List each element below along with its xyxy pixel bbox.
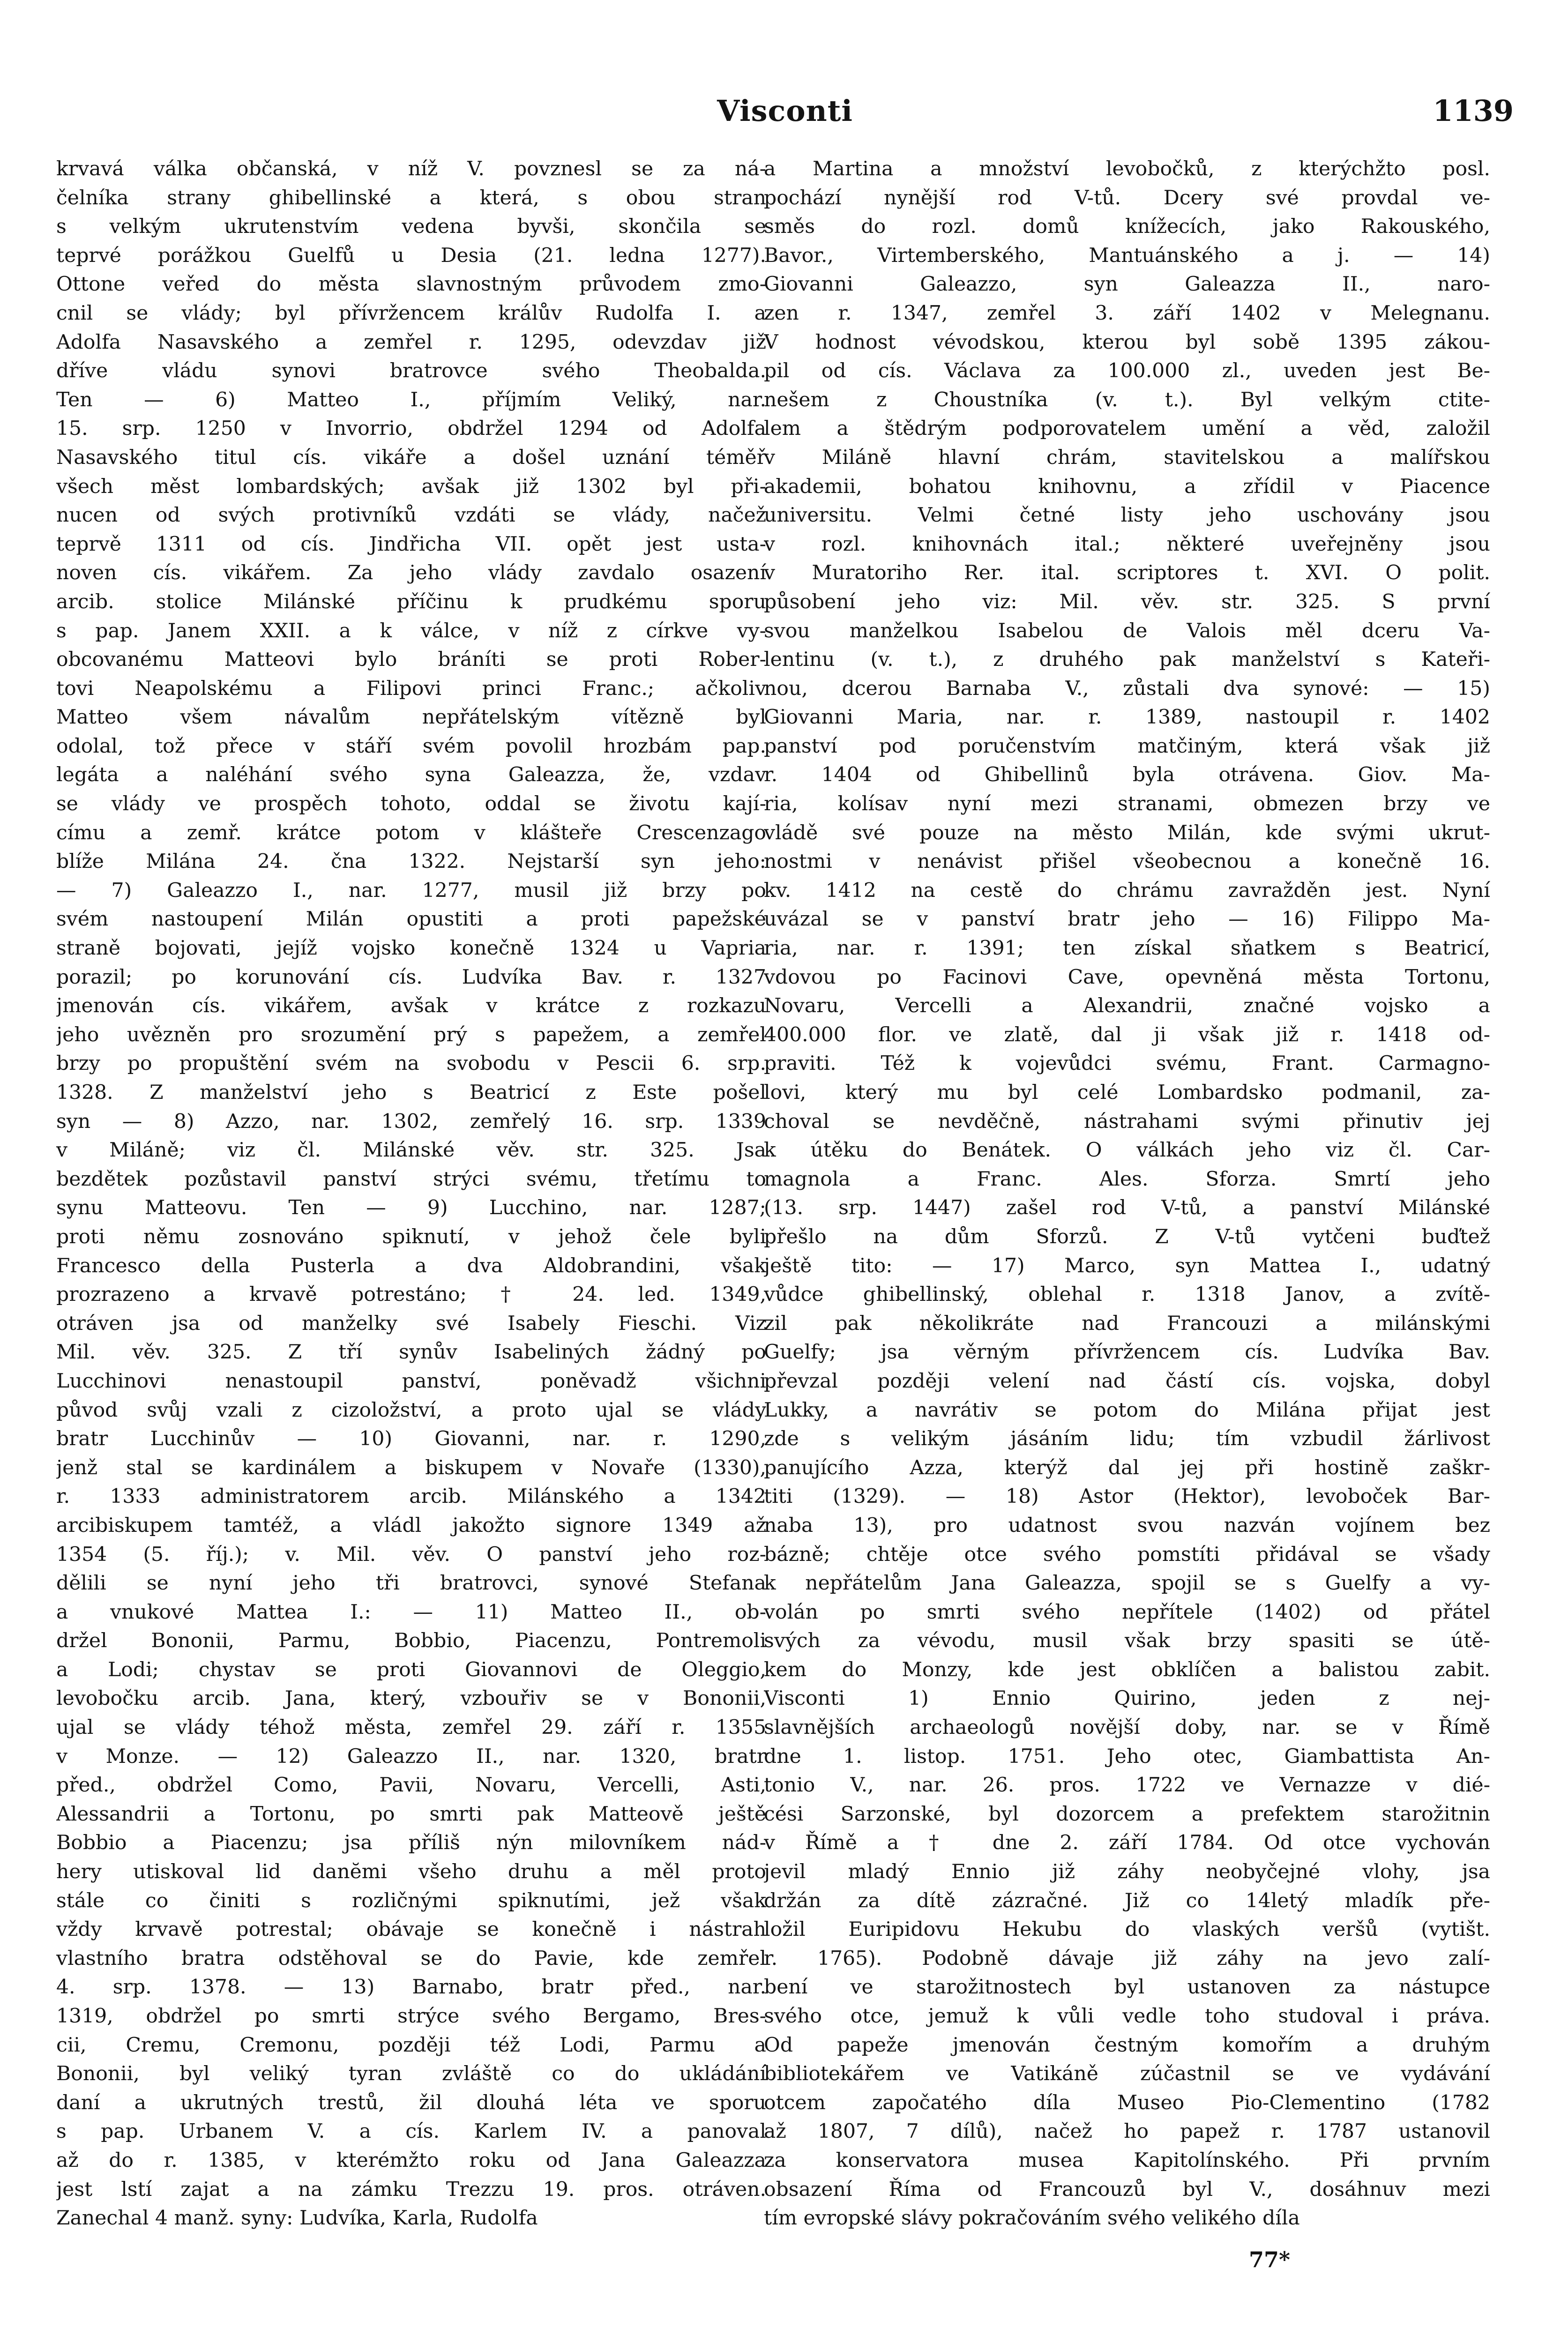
text-line: ria, nar. r. 1391; ten získal sňatkem s Beatricí, bbox=[764, 937, 1490, 960]
text-line: přešlo na dům Sforzů. Z V-tů vytčeni buďtež bbox=[764, 1225, 1490, 1248]
text-line: prozrazeno a krvavě potrestáno; † 24. led. 1349, bbox=[56, 1283, 766, 1306]
text-line: titi (1329). — 18) Astor (Hektor), levoboček Bar- bbox=[764, 1485, 1490, 1508]
text-line: Matteo všem návalům nepřátelským vítězně byl bbox=[56, 706, 766, 729]
text-line: jest lstí zajat a na zámku Trezzu 19. pros. otráven. bbox=[56, 2178, 766, 2201]
text-line: dříve vládu synovi bratrovce svého Theobalda. bbox=[56, 359, 766, 383]
text-line: tím evropské slávy pokračováním svého velikého díla bbox=[764, 2207, 1300, 2230]
text-line: teprvé porážkou Guelfů u Desia (21. ledna 1277). bbox=[56, 244, 766, 267]
text-line: k nepřátelům Jana Galeazza, spojil se s Guelfy a vy- bbox=[764, 1572, 1490, 1595]
text-line: 1354 (5. říj.); v. Mil. věv. O panství jeho roz- bbox=[56, 1543, 766, 1566]
text-line: r. 1333 administratorem arcib. Milánského a 1342 bbox=[56, 1485, 766, 1508]
text-line: Francesco della Pusterla a dva Aldobrandini, však bbox=[56, 1254, 766, 1277]
text-line: Od papeže jmenován čestným komořím a druhým bbox=[764, 2033, 1490, 2057]
text-line: brzy po propuštění svém na svobodu v Pescii 6. srp. bbox=[56, 1052, 766, 1075]
text-line: 4. srp. 1378. — 13) Barnabo, bratr před., nar. bbox=[56, 1976, 766, 1999]
text-line: V hodnost vévodskou, kterou byl sobě 1395 zákou- bbox=[764, 330, 1490, 354]
text-line: s pap. Urbanem V. a cís. Karlem IV. a panoval bbox=[56, 2120, 766, 2143]
text-line: až 1807, 7 dílů), načež ho papež r. 1787 ustanovil bbox=[764, 2120, 1490, 2143]
text-line: cnil se vlády; byl přívržencem králův Rudolfa I. a bbox=[56, 301, 766, 325]
text-line: slavnějších archaeologů novější doby, nar. se v Římě bbox=[764, 1716, 1490, 1739]
text-line: s velkým ukrutenstvím vedena byvši, skončila se bbox=[56, 215, 766, 239]
text-line: 400.000 flor. ve zlatě, dal ji však již r. 1418 od- bbox=[764, 1023, 1490, 1046]
text-line: Ottone veřed do města slavnostným průvodem zmo- bbox=[56, 273, 766, 296]
text-line: krvavá válka občanská, v níž V. povznesl se za ná- bbox=[56, 157, 766, 180]
text-line: Mil. věv. 325. Z tří synův Isabeliných žádný po bbox=[56, 1341, 766, 1364]
text-line: Giovanni Galeazzo, syn Galeazza II., naro- bbox=[764, 273, 1490, 296]
text-line: až do r. 1385, v kterémžto roku od Jana Galeazza bbox=[56, 2149, 766, 2172]
text-line: 15. srp. 1250 v Invorrio, obdržel 1294 od Adolfa bbox=[56, 417, 766, 440]
text-line: hery utiskoval lid danĕmi všeho druhu a měl proto bbox=[56, 1860, 766, 1884]
text-line: ještě tito: — 17) Marco, syn Mattea I., udatný bbox=[764, 1254, 1490, 1277]
text-line: v Římě a † dne 2. září 1784. Od otce vychován bbox=[764, 1831, 1490, 1855]
text-line: ria, kolísav nyní mezi stranami, obmezen brzy ve bbox=[764, 792, 1490, 816]
text-line: odolal, tož přece v stáří svém povolil hrozbám pap. bbox=[56, 734, 766, 758]
text-line: r. 1765). Podobně dávaje již záhy na jevo zalí- bbox=[764, 1947, 1490, 1970]
text-line: cési Sarzonské, byl dozorcem a prefektem starožitnin bbox=[764, 1802, 1490, 1826]
text-line: nucen od svých protivníků vzdáti se vlády, načež bbox=[56, 504, 766, 527]
text-line: uvázal se v panství bratr jeho — 16) Filippo Ma- bbox=[764, 908, 1490, 931]
text-line: s pap. Janem XXII. a k válce, v níž z církve vy- bbox=[56, 619, 766, 642]
text-line: legáta a naléhání svého syna Galeazza, že, vzdav bbox=[56, 763, 766, 787]
text-line: k útěku do Benátek. O válkách jeho viz čl. Car- bbox=[764, 1139, 1490, 1162]
page-number: 1139 bbox=[1433, 94, 1514, 128]
text-line: Bobbio a Piacenzu; jsa příliš nýn milovníkem nád- bbox=[56, 1831, 766, 1855]
text-line: bení ve starožitnostech byl ustanoven za nástupce bbox=[764, 1976, 1490, 1999]
text-line: cii, Cremu, Cremonu, později též Lodi, Parmu a bbox=[56, 2033, 766, 2057]
text-line: všech měst lombardských; avšak již 1302 byl při- bbox=[56, 475, 766, 498]
text-line: bibliotekářem ve Vatikáně zúčastnil se ve vydávání bbox=[764, 2062, 1490, 2086]
text-line: zde s velikým jásáním lidu; tím vzbudil žárlivost bbox=[764, 1427, 1490, 1451]
text-line: — 7) Galeazzo I., nar. 1277, musil již brzy po bbox=[56, 879, 766, 902]
text-line: praviti. Též k vojevůdci svému, Frant. Carmagno- bbox=[764, 1052, 1490, 1075]
text-line: universitu. Velmi četné listy jeho uschovány jsou bbox=[764, 504, 1490, 527]
text-line: daní a ukrutných trestů, žil dlouhá léta ve sporu bbox=[56, 2091, 766, 2114]
text-line: pil od cís. Václava za 100.000 zl., uveden jest Be- bbox=[764, 359, 1490, 383]
right-column bbox=[764, 155, 1490, 2233]
text-line: porazil; po korunování cís. Ludvíka Bav. r. 1327 bbox=[56, 965, 766, 989]
text-line: nešem z Choustníka (v. t.). Byl velkým ctite- bbox=[764, 388, 1490, 411]
page-header bbox=[56, 94, 1514, 136]
text-line: straně bojovati, jejíž vojsko konečně 1324 u Vapria bbox=[56, 937, 766, 960]
text-line: vlastního bratra odstěhoval se do Pavie, kde zemřel bbox=[56, 1947, 766, 1970]
text-line: otráven jsa od manželky své Isabely Fieschi. Viz bbox=[56, 1312, 766, 1335]
text-line: nou, dcerou Barnaba V., zůstali dva synové: — 15) bbox=[764, 677, 1490, 700]
text-line: v Muratoriho Rer. ital. scriptores t. XVI. O polit. bbox=[764, 561, 1490, 585]
left-column bbox=[56, 155, 766, 2233]
text-line: stále co činiti s rozličnými spiknutími, jež však bbox=[56, 1889, 766, 1912]
text-line: blíže Milána 24. čna 1322. Nejstarší syn jeho: bbox=[56, 850, 766, 873]
text-line: choval se nevděčně, nástrahami svými přinutiv jej bbox=[764, 1110, 1490, 1133]
text-line: (13. srp. 1447) zašel rod V-tů, a panství Milánské bbox=[764, 1196, 1490, 1220]
text-line: a Martina a množství levobočků, z kterýchžto posl. bbox=[764, 157, 1490, 180]
text-line: vdovou po Facinovi Cave, opevněná města Tortonu, bbox=[764, 965, 1490, 989]
text-line: arcib. stolice Milánské příčinu k prudkému sporu bbox=[56, 590, 766, 613]
running-head: Visconti bbox=[717, 94, 853, 128]
text-line: obcovanému Matteovi bylo bráníti se proti Rober- bbox=[56, 648, 766, 672]
text-line: v Miláně; viz čl. Milánské věv. str. 325. Jsa bbox=[56, 1139, 766, 1162]
text-line: svém nastoupení Milán opustiti a proti papežské bbox=[56, 908, 766, 931]
text-line: převzal později velení nad částí cís. vojska, dobyl bbox=[764, 1369, 1490, 1393]
text-line: v Miláně hlavní chrám, stavitelskou a malířskou bbox=[764, 446, 1490, 469]
text-line: ujal se vlády téhož města, zemřel 29. září r. 1355 bbox=[56, 1716, 766, 1739]
text-line: zil pak několikráte nad Francouzi a milánskými bbox=[764, 1312, 1490, 1335]
text-line: naba 13), pro udatnost svou nazván vojínem bez bbox=[764, 1514, 1490, 1537]
text-line: jeho uvězněn pro srozumění prý s papežem, a zemřel bbox=[56, 1023, 766, 1046]
text-line: před., obdržel Como, Pavii, Novaru, Vercelli, Asti, bbox=[56, 1774, 766, 1797]
text-line: Zanechal 4 manž. syny: Ludvíka, Karla, Rudolfa bbox=[56, 2207, 538, 2230]
text-line: pochází nynější rod V-tů. Dcery své provdal ve- bbox=[764, 186, 1490, 209]
text-line: 1328. Z manželství jeho s Beatricí z Este pošel bbox=[56, 1081, 766, 1104]
text-line: zen r. 1347, zemřel 3. září 1402 v Melegnanu. bbox=[764, 301, 1490, 325]
text-line: Ten — 6) Matteo I., příjmím Veliký, nar. bbox=[56, 388, 766, 411]
text-line: svého otce, jemuž k vůli vedle toho studoval i práva. bbox=[764, 2005, 1490, 2028]
text-line: v rozl. knihovnách ital.; některé uveřejněny jsou bbox=[764, 532, 1490, 556]
text-line: Lucchinovi nenastoupil panství, poněvadž všichni bbox=[56, 1369, 766, 1393]
text-line: levobočku arcib. Jana, který, vzbouřiv se v Bononii, bbox=[56, 1687, 766, 1710]
text-line: synu Matteovu. Ten — 9) Lucchino, nar. 1287; bbox=[56, 1196, 766, 1220]
text-line: dne 1. listop. 1751. Jeho otec, Giambattista An- bbox=[764, 1745, 1490, 1768]
text-line: ložil Euripidovu Hekubu do vlaských veršů (vytišt. bbox=[764, 1918, 1490, 1941]
text-line: címu a zemř. krátce potom v klášteře Crescenzago bbox=[56, 821, 766, 844]
text-line: kem do Monzy, kde jest obklíčen a balistou zabit. bbox=[764, 1658, 1490, 1681]
text-line: Adolfa Nasavského a zemřel r. 1295, odevzdav již bbox=[56, 330, 766, 354]
text-line: Bavor., Virtemberského, Mantuánského a j. — 14) bbox=[764, 244, 1490, 267]
text-line: vždy krvavě potrestal; obávaje se konečně i nástrah bbox=[56, 1918, 766, 1941]
text-line: proti němu zosnováno spiknutí, v jehož čele byli bbox=[56, 1225, 766, 1248]
text-line: svou manželkou Isabelou de Valois měl dceru Va- bbox=[764, 619, 1490, 642]
text-line: syn — 8) Azzo, nar. 1302, zemřelý 16. srp. 1339 bbox=[56, 1110, 766, 1133]
signature-mark: 77* bbox=[1249, 2247, 1291, 2272]
text-line: držel Bononii, Parmu, Bobbio, Piacenzu, Pontremoli bbox=[56, 1629, 766, 1653]
text-line: dělili se nyní jeho tři bratrovci, synové Stefana bbox=[56, 1572, 766, 1595]
text-line: jmenován cís. vikářem, avšak v krátce z rozkazu bbox=[56, 994, 766, 1018]
text-line: a Lodi; chystav se proti Giovannovi de Oleggio, bbox=[56, 1658, 766, 1681]
text-line: Novaru, Vercelli a Alexandrii, značné vojsko a bbox=[764, 994, 1490, 1018]
text-line: akademii, bohatou knihovnu, a zřídil v Piacence bbox=[764, 475, 1490, 498]
text-line: bratr Lucchinův — 10) Giovanni, nar. r. 1290, bbox=[56, 1427, 766, 1451]
text-line: tovi Neapolskému a Filipovi princi Franc.; ačkoliv bbox=[56, 677, 766, 700]
text-line: arcibiskupem tamtéž, a vládl jakožto signore 1349 až bbox=[56, 1514, 766, 1537]
text-line: magnola a Franc. Ales. Sforza. Smrtí jeho bbox=[764, 1167, 1490, 1191]
text-line: bezdětek pozůstavil panství strýci svému, třetímu to bbox=[56, 1167, 766, 1191]
text-line: nostmi v nenávist přišel všeobecnou a konečně 16. bbox=[764, 850, 1490, 873]
text-line: otcem započatého díla Museo Pio-Clementino (1782 bbox=[764, 2091, 1490, 2114]
text-line: působení jeho viz: Mil. věv. str. 325. S první bbox=[764, 590, 1490, 613]
text-line: Bononii, byl veliký tyran zvláště co do ukládání bbox=[56, 2062, 766, 2086]
text-line: bázně; chtěje otce svého pomstíti přidával se všady bbox=[764, 1543, 1490, 1566]
text-line: Nasavského titul cís. vikáře a došel uznání téměř bbox=[56, 446, 766, 469]
text-line: jenž stal se kardinálem a biskupem v Novaře (1330), bbox=[56, 1456, 766, 1479]
text-line: tonio V., nar. 26. pros. 1722 ve Vernazze v dié- bbox=[764, 1774, 1490, 1797]
text-line: vládě své pouze na město Milán, kde svými ukrut- bbox=[764, 821, 1490, 844]
text-line: noven cís. vikářem. Za jeho vlády zavdalo osazení bbox=[56, 561, 766, 585]
text-line: obsazení Říma od Francouzů byl V., dosáhnuv mezi bbox=[764, 2178, 1490, 2201]
text-line: Lukky, a navrátiv se potom do Milána přijat jest bbox=[764, 1398, 1490, 1422]
text-line: panujícího Azza, kterýž dal jej při hostině zaškr- bbox=[764, 1456, 1490, 1479]
text-line: se vlády ve prospěch tohoto, oddal se životu kají- bbox=[56, 792, 766, 816]
text-line: Giovanni Maria, nar. r. 1389, nastoupil r. 1402 bbox=[764, 706, 1490, 729]
text-line: a vnukové Mattea I.: — 11) Matteo II., ob- bbox=[56, 1600, 766, 1624]
text-line: vůdce ghibellinský, oblehal r. 1318 Janov, a zvítě- bbox=[764, 1283, 1490, 1306]
text-line: směs do rozl. domů knížecích, jako Rakouského, bbox=[764, 215, 1490, 239]
text-line: v Monze. — 12) Galeazzo II., nar. 1320, bratr bbox=[56, 1745, 766, 1768]
text-line: teprvě 1311 od cís. Jindřicha VII. opět jest ustа- bbox=[56, 532, 766, 556]
text-line: lovi, který mu byl celé Lombardsko podmanil, za- bbox=[764, 1081, 1490, 1104]
text-line: kv. 1412 na cestě do chrámu zavražděn jest. Nyní bbox=[764, 879, 1490, 902]
text-line: Visconti 1) Ennio Quirino, jeden z nej- bbox=[764, 1687, 1490, 1710]
text-line: lem a štědrým podporovatelem umění a věd, založil bbox=[764, 417, 1490, 440]
text-line: jevil mladý Ennio již záhy neobyčejné vlohy, jsa bbox=[764, 1860, 1490, 1884]
text-line: volán po smrti svého nepřítele (1402) od přátel bbox=[764, 1600, 1490, 1624]
text-line: původ svůj vzali z cizoložství, a proto ujal se vlády bbox=[56, 1398, 766, 1422]
text-line: 1319, obdržel po smrti strýce svého Bergamo, Bres- bbox=[56, 2005, 766, 2028]
text-line: lentinu (v. t.), z druhého pak manželství s Kateři- bbox=[764, 648, 1490, 672]
text-line: Guelfy; jsa věrným přívržencem cís. Ludvíka Bav. bbox=[764, 1341, 1490, 1364]
text-line: svých za vévodu, musil však brzy spasiti se útě- bbox=[764, 1629, 1490, 1653]
text-line: za konservatora musea Kapitolínského. Při prvním bbox=[764, 2149, 1490, 2172]
text-line: držán za dítě zázračné. Již co 14letý mladík pře- bbox=[764, 1889, 1490, 1912]
text-line: panství pod poručenstvím matčiným, která však již bbox=[764, 734, 1490, 758]
text-line: r. 1404 od Ghibellinů byla otrávena. Giov. Ma- bbox=[764, 763, 1490, 787]
text-line: čelníka strany ghibellinské a která, s obou stran bbox=[56, 186, 766, 209]
text-line: Alessandrii a Tortonu, po smrti pak Matteově ještě bbox=[56, 1802, 766, 1826]
